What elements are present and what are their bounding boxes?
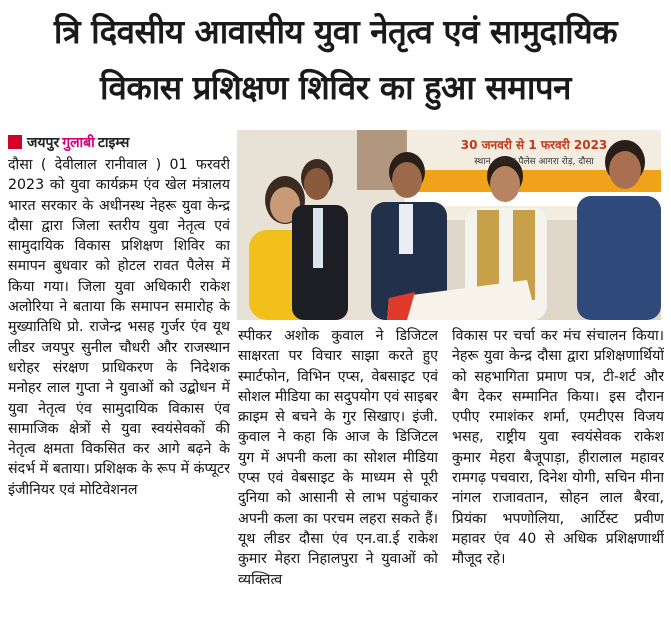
masthead-part-2: गुलाबी bbox=[62, 134, 95, 151]
article-column-3: विकास पर चर्चा कर मंच संचालन किया। नेहरू युवा केन्द्र दौसा द्वारा प्रशिक्षणार्थियों को सहभागिता प्रमाण पत्र, टी-शर्ट और बैग देकर सम्मानित किया। इस दौरान एपीए रमाशंकर शर्मा, एमटीएस विजय भसह, राष्ट्रीय युवा स्वयंसेवक राकेश कुमार मेहरा बैजूपाड़ा, हीरालाल महावर रामगढ़ पचवारा, दिनेश योगी, सचिन मीना नांगल राजावतान, सोहन लाल बैरवा, प्रियंका भपणोलिया, आर्टिस्ट प्रवीण महावर एंव 40 से अधिक प्रशिक्षणार्थी मौजूद रहे। bbox=[452, 328, 664, 568]
photo-banner-date: 30 जनवरी से 1 फरवरी 2023 bbox=[460, 138, 608, 152]
masthead-part-1: जयपुर bbox=[27, 134, 60, 151]
headline-line-1: त्रि दिवसीय आवासीय युवा नेतृत्व एवं सामुदायिक bbox=[53, 12, 618, 51]
masthead-part-3: टाइम्स bbox=[97, 134, 130, 151]
article-column-1: दौसा ( देवीलाल रानीवाल ) 01 फरवरी 2023 को युवा कार्यक्रम एंव खेल मंत्रालय भारत सरकार के अधीनस्थ नेहरू युवा केन्द्र दौसा द्वारा जिला स्तरीय युवा नेतृत्व एवं सामुदायिक विकास प्रशिक्षण शिविर का समापन बुधवार को होटल रावत पैलेस में किया गया। जिला युवा अधिकारी राकेश अलोरिया ने बताया कि समापन समारोह के मुख्यातिथि प्रो. राजेन्द्र भसह गुर्जर एंव यूथ लीडर जयपुर सुनील चौधरी और राजस्थान धरोहर संरक्षण प्राधिकरण के निदेशक मनोहर लाल गुप्ता ने युवाओं को उद्बोधन में युवा नेतृत्व एंव सामुदायिक विकास एंव सामाजिक क्षेत्रों से युवा स्वयंसेवकों की नेतृत्व क्षमता विकसित कर आगे बढ़ने के संदर्भ में बताया। प्रशिक्षक के रूप में कंप्यूटर इंजीनियर एवं मोटिवेशनल bbox=[8, 157, 230, 498]
headline-line-2: विकास प्रशिक्षण शिविर का हुआ समापन bbox=[100, 68, 571, 107]
newspaper-masthead bbox=[8, 131, 129, 153]
event-photo bbox=[237, 130, 661, 320]
article-column-2: स्पीकर अशोक कुवाल ने डिजिटल साक्षरता पर विचार साझा करते हुए स्मार्टफोन, विभिन एप्स, वेबसाइट एवं सोशल मीडिया का सदुपयोग एवं साइबर क्राइम से बचने के गुर सिखाए। इंजी. कुवाल ने कहा कि आज के डिजिटल युग में अपनी कला का सोशल मीडिया एप्स एवं वेबसाइट के माध्यम से पूरी दुनिया को आसानी से लाभ पहुंचाकर अपनी कला का परचम लहरा सकते हैं। यूथ लीडर दौसा एंव एन.वा.ई राकेश कुमार मेहरा निहालपुरा ने युवाओं को व्यक्तित्व bbox=[238, 328, 438, 588]
photo-banner-venue: स्थान : रावत पैलेस आगरा रोड़, दौसा bbox=[474, 157, 594, 167]
headline bbox=[0, 4, 671, 116]
masthead-red-square-icon bbox=[8, 135, 22, 149]
